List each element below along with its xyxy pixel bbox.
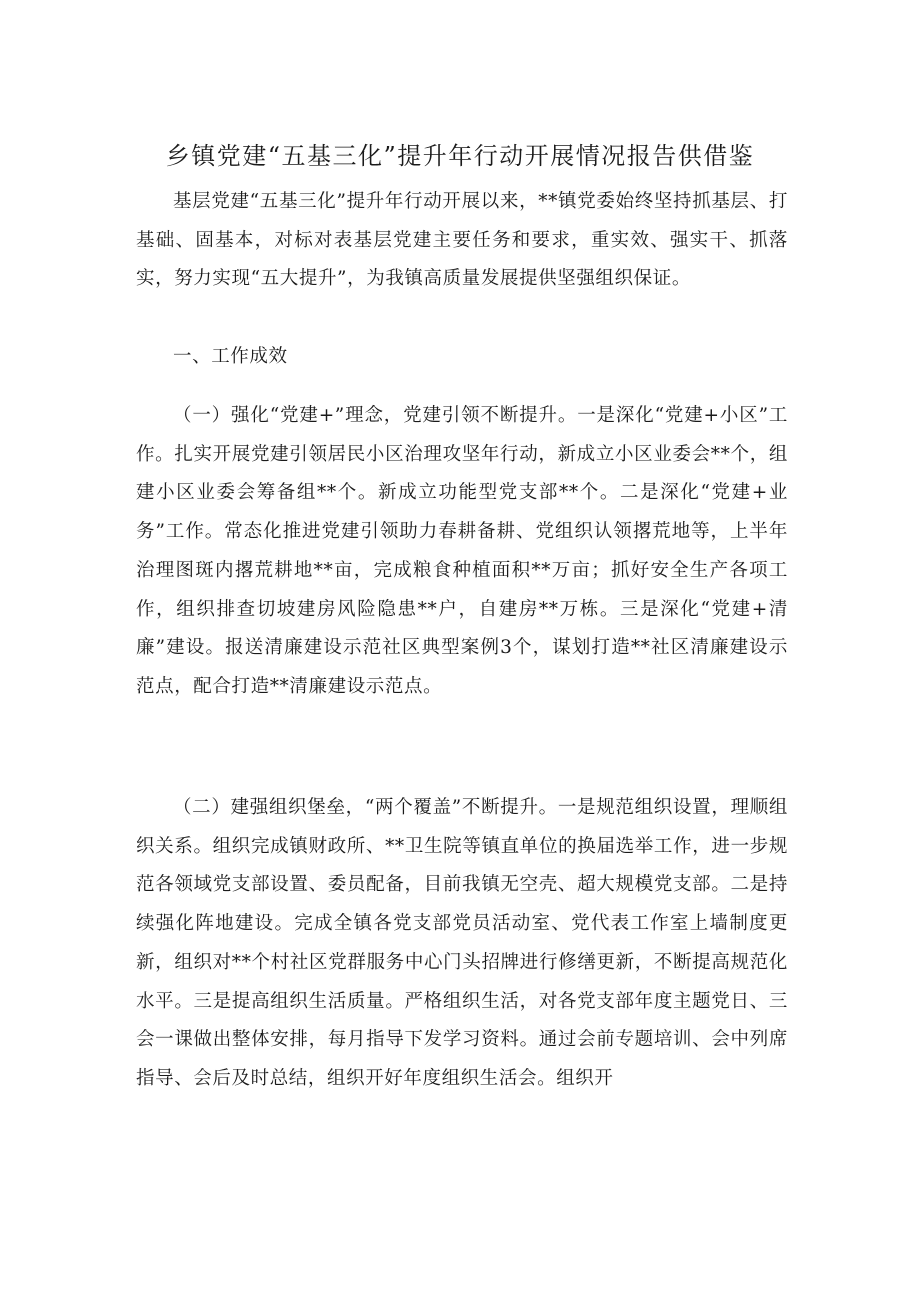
section-1-paragraph: （一）强化“党建+”理念，党建引领不断提升。一是深化“党建+小区”工作。扎实开展党建引领居民小区治理攻坚年行动，新成立小区业委会**个，组建小区业委会筹备组**个。新成立功能型党支部**个。二是深化“党建+业务”工作。常态化推进党建引领助力春耕备耕、党组织认领撂荒地等，上半年治理图斑内撂荒耕地**亩，完成粮食种植面积**万亩；抓好安全生产各项工作，组织排查切坡建房风险隐患**户，自建房**万栋。三是深化“党建+清廉”建设。报送清廉建设示范社区典型案例3个，谋划打造**社区清廉建设示范点，配合打造**清廉建设示范点。: [136, 405, 788, 697]
section-2-paragraph: （二）建强组织堡垒，“两个覆盖”不断提升。一是规范组织设置，理顺组织关系。组织完成镇财政所、**卫生院等镇直单位的换届选举工作，进一步规范各领域党支部设置、委员配备，目前我镇无空壳、超大规模党支部。二是持续强化阵地建设。完成全镇各党支部党员活动室、党代表工作室上墙制度更新，组织对**个村社区党群服务中心门头招牌进行修缮更新，不断提高规范化水平。三是提高组织生活质量。严格组织生活，对各党支部年度主题党日、三会一课做出整体安排，每月指导下发学习资料。通过会前专题培训、会中列席指导、会后及时总结，组织开好年度组织生活会。组织开: [136, 797, 788, 1089]
document-title: 乡镇党建“五基三化”提升年行动开展情况报告供借鉴: [165, 142, 755, 170]
section-heading: 一、工作成效: [173, 346, 288, 367]
intro-paragraph: 基层党建“五基三化”提升年行动开展以来，**镇党委始终坚持抓基层、打基础、固基本，对标对表基层党建主要任务和要求，重实效、强实干、抓落实，努力实现“五大提升”，为我镇高质量发展提供坚强组织保证。: [136, 191, 788, 290]
